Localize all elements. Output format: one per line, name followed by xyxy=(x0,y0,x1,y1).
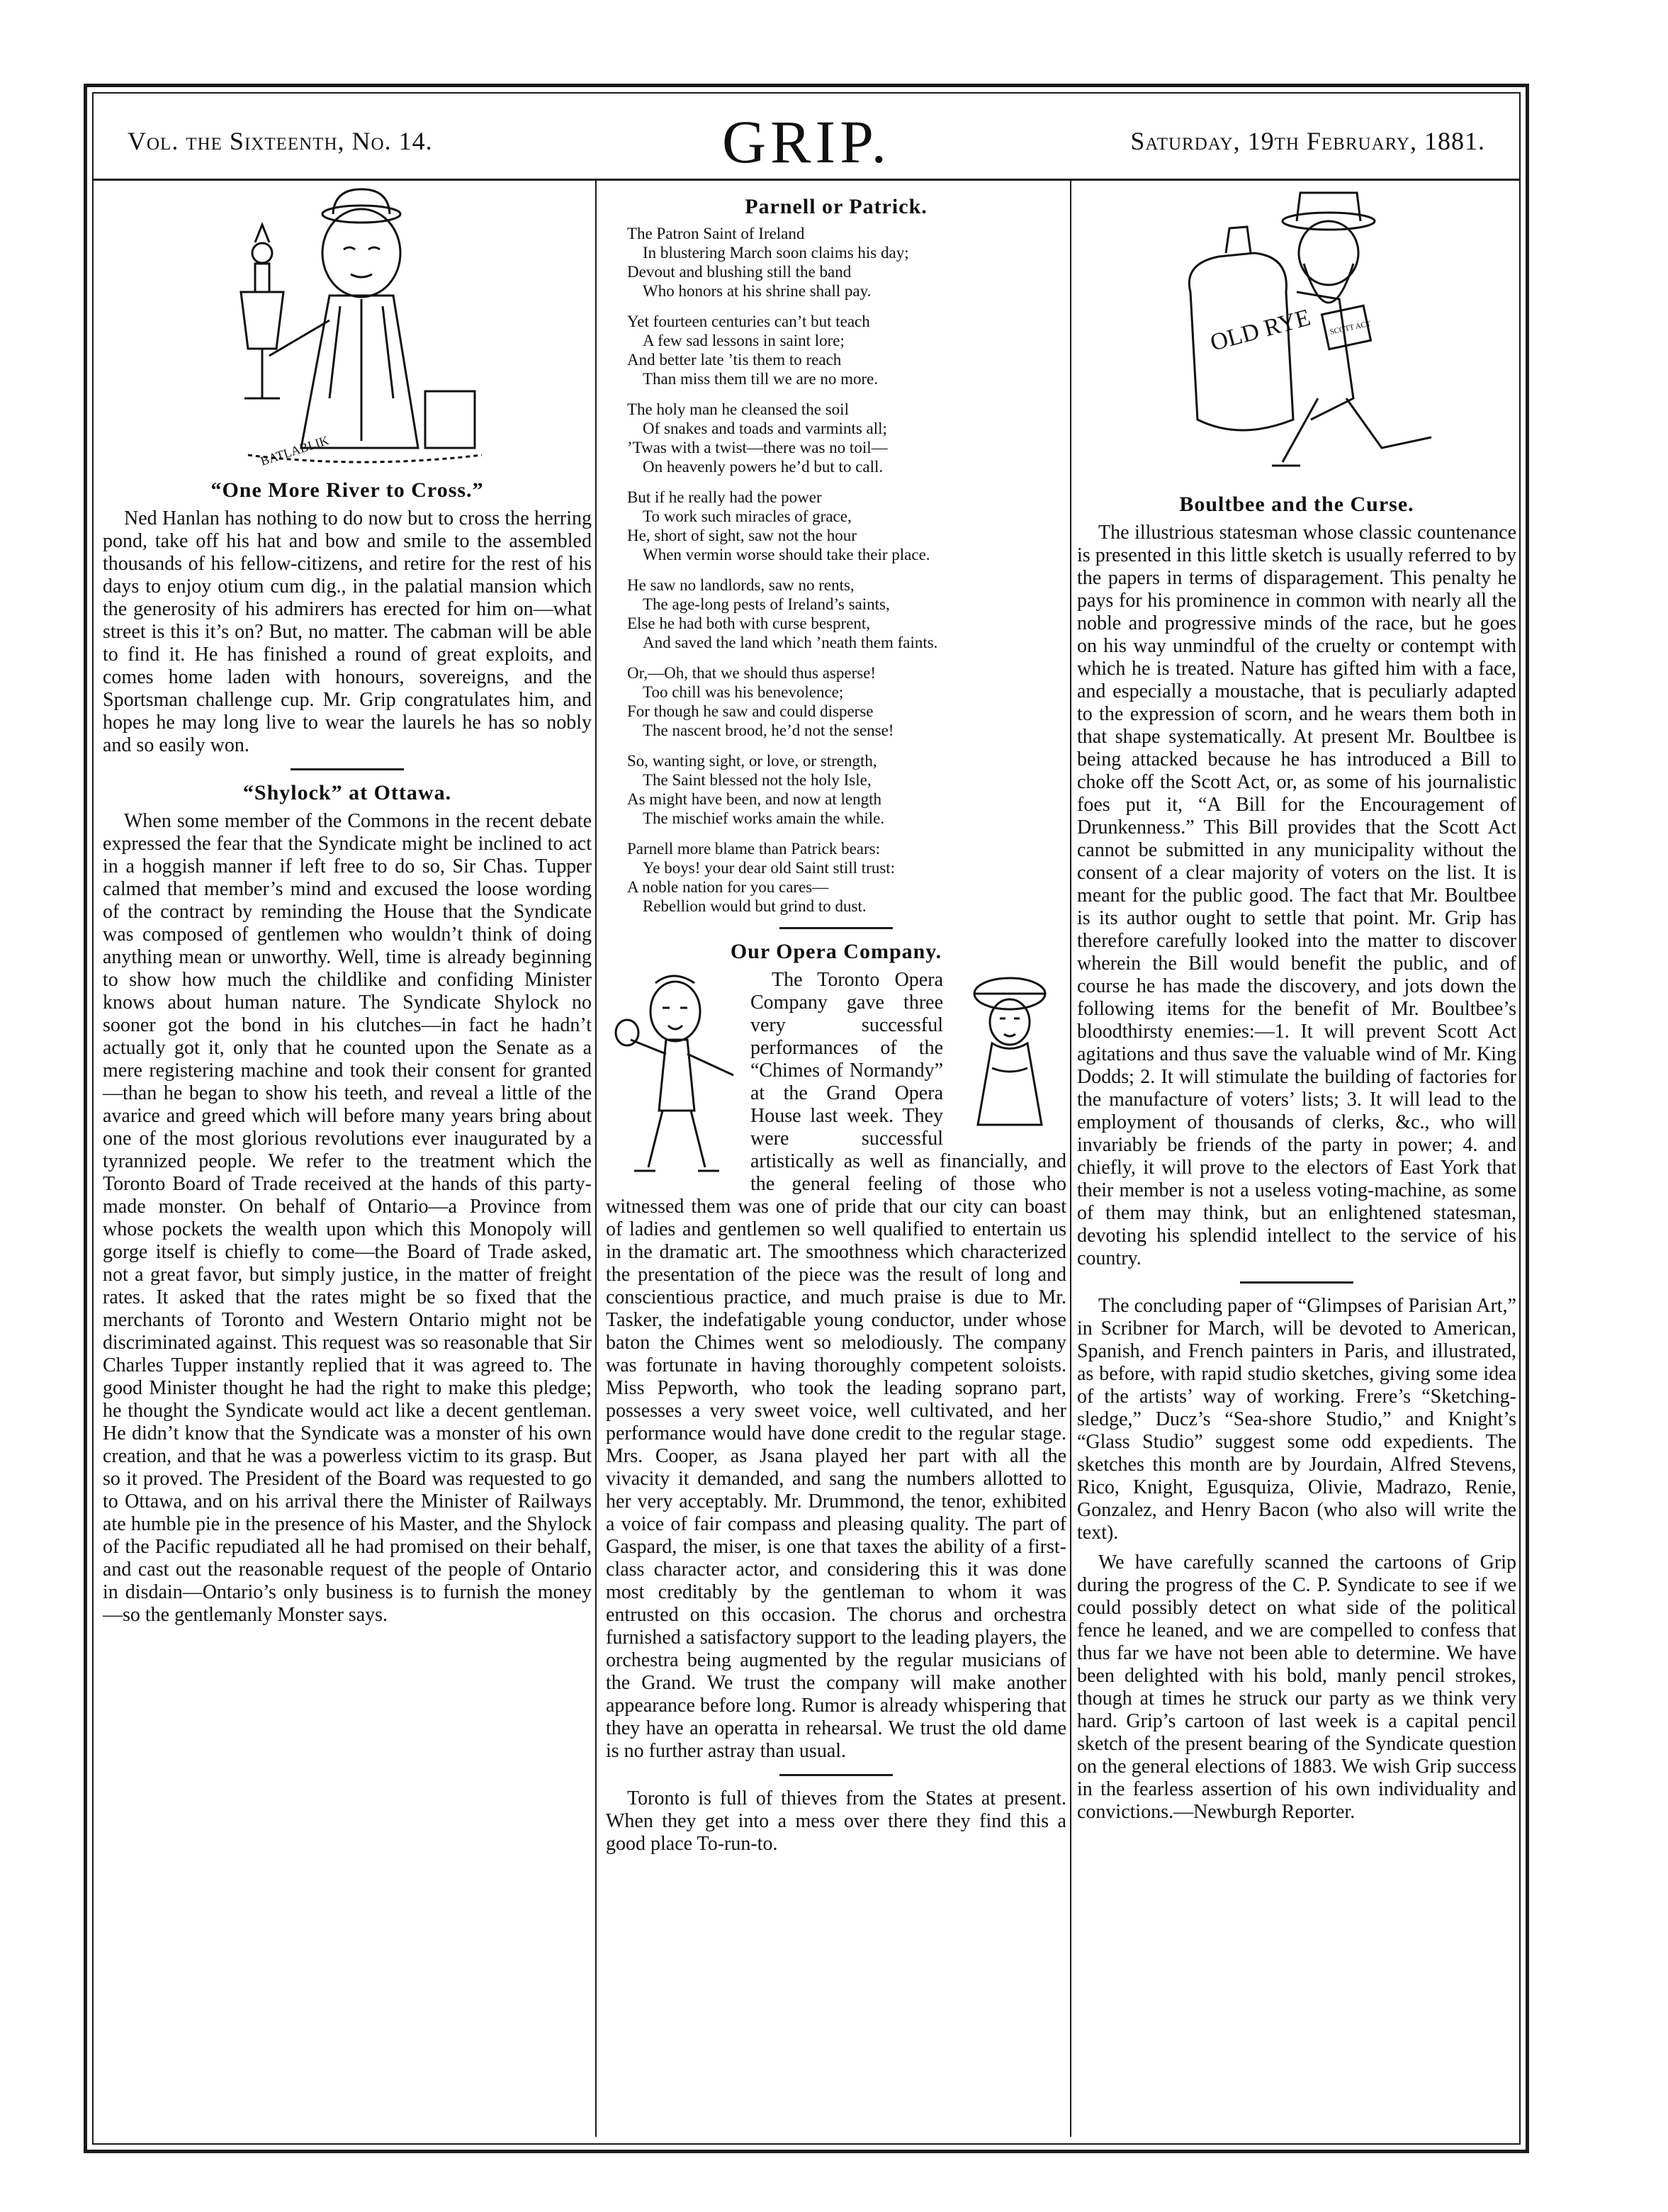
poem-line: Parnell more blame than Patrick bears: xyxy=(627,840,881,858)
hanlan-caricature-illustration xyxy=(149,186,546,469)
boultbee-caricature-illustration xyxy=(1141,186,1453,483)
poem-line: Than miss them till we are no more. xyxy=(643,370,879,388)
poem-parnell-or-patrick xyxy=(627,224,1066,916)
article-body-newburgh-reporter: We have carefully scanned the cartoons of Grip during the progress of the C. P. Syndicate to see if we could possibly detect on what side of the political fence he leaned, and we are compelled to confess that thus far we have not been able to determine. We have been delighted with his bold, manly pencil strokes, though at times he struck our party as we think very hard. Grip’s cartoon of last week is a capital pencil sketch of the present bearing of the Syndicate question on the general elections of 1883. We wish Grip success in the fearless assertion of his own individuality and convictions.—Newburgh Reporter. xyxy=(1077,1551,1516,1823)
poem-line: As might have been, and now at length xyxy=(627,790,881,808)
jug-label: OLD RYE xyxy=(1207,304,1314,356)
poem-stanza xyxy=(627,312,1066,388)
poem-line: Devout and blushing still the band xyxy=(627,263,852,281)
article-body-boultbee: The illustrious statesman whose classic countenance is presented in this little sketch is usually referred to by the papers in terms of disparagement. This penalty he pays for his prominence in common with nearly all the noble and progressive minds of the race, but he goes on his way unmindful of the cruelty or contempt with which he is treated. Nature has gifted him with a face, and especially a moustache, that is peculiarly adapted to the expression of scorn, and he wears them both in that shape systematically. At present Mr. Boultbee is being attacked because he has introduced a Bill to choke off the Scott Act, or, as some of his journalistic foes put it, “A Bill for the Encouragement of Drunkenness.” This Bill provides that the Scott Act cannot be submitted in any municipality without the consent of a clear majority of voters on the list. It is meant for the public good. The fact that Mr. Boultbee is its author ought to settle that point. Mr. Grip has therefore carefully looked into the matter to discover wherein the Bill would benefit the public, and of course he has made the discovery, and jots down the following items for the benefit of Mr. Boultbee’s bloodthirsty enemies:—1. It will prevent Scott Act agitations and thus save the valuable wind of Mr. King Dodds; 2. It will stimulate the building of factories for the manufacture of voters’ lists; 3. It will lead to the employment of thousands of clerks, &c., who will invariably be friends of the party in power; 4. and chiefly, it will prove to the electors of East York that their member is not a useless voting-machine, as some of them may think, but an enlightened statesman, devoting his splendid intellect to the service of his country. xyxy=(1077,522,1516,1269)
poem-line: But if he really had the power xyxy=(627,488,822,506)
poem-line: A few sad lessons in saint lore; xyxy=(643,332,845,349)
scott-act-tag-label: SCOTT ACT xyxy=(1329,319,1372,337)
poem-line: The age-long pests of Ireland’s saints, xyxy=(643,595,890,613)
poem-line: Or,—Oh, that we should thus asperse! xyxy=(627,664,877,682)
poem-line: And better late ’tis them to reach xyxy=(627,351,842,369)
poem-line: He, short of sight, saw not the hour xyxy=(627,527,857,544)
illustrator-signature: BATLABLIK xyxy=(259,432,331,468)
column-1 xyxy=(103,186,592,1627)
poem-line: The Patron Saint of Ireland xyxy=(627,225,805,242)
poem-line: A noble nation for you cares— xyxy=(627,878,829,896)
poem-line: Too chill was his benevolence; xyxy=(643,683,844,701)
poem-line: Rebellion would but grind to dust. xyxy=(643,897,867,915)
soprano-caricature-illustration xyxy=(953,969,1066,1132)
article-heading-shylock: “Shylock” at Ottawa. xyxy=(242,781,452,804)
masthead-title: GRIP. xyxy=(722,108,891,176)
article-body-thieves: Toronto is full of thieves from the States at present. When they get into a mess over there they find this a good place To-run-to. xyxy=(606,1787,1066,1855)
poem-line: For though he saw and could disperse xyxy=(627,702,874,720)
poem-stanza xyxy=(627,224,1066,301)
poem-line: On heavenly powers he’d but to call. xyxy=(643,458,884,476)
article-separator xyxy=(779,927,893,929)
article-heading-boultbee: Boultbee and the Curse. xyxy=(1179,493,1414,516)
issue-date: Saturday, 19th February, 1881. xyxy=(1130,127,1485,155)
poem-line: And saved the land which ’neath them faints. xyxy=(643,634,938,651)
poem-stanza xyxy=(627,488,1066,564)
article-body-one-more-river: Ned Hanlan has nothing to do now but to cross the herring pond, take off his hat and bow and smile to the assembled thousands of his fellow-citizens, and retire for the rest of his days to enjoy otium cum dig., in the palatial mansion which the generosity of his admirers has erected for him on—what street is this it’s on? But, no matter. The cabman will be able to find it. He has finished a round of great exploits, and comes home laden with honours, sovereigns, and the Sportsman challenge cup. Mr. Grip congratulates him, and hopes he may long live to wear the laurels he has so nobly and so easily won. xyxy=(103,507,592,756)
poem-line: Ye boys! your dear old Saint still trust: xyxy=(643,859,896,877)
article-heading-opera: Our Opera Company. xyxy=(730,940,942,963)
column-divider-1 xyxy=(595,181,597,2137)
article-heading-one-more-river: “One More River to Cross.” xyxy=(210,478,484,502)
article-body-opera: The Toronto Opera Company gave three very successful performances of the “Chimes of Normandy” at the Grand Opera House last week. They were successful artistically as well as financially, and the general feeling of those who witnessed them was one of pride that our city can boast of ladies and gentlemen so well qualified to entertain us in the dramatic art. The smoothness which characterized the presentation of the piece was the result of long and conscientious practice, and much praise is due to Mr. Tasker, the indefatigable young conductor, under whose baton the Chimes went so melodiously. The company was fortunate in having thoroughly competent soloists. Miss Pepworth, who took the leading soprano part, possesses a very sweet voice, well cultivated, and her performance would have done credit to the regular stage. Mrs. Cooper, as Jsana played her part with all the vivacity it demanded, and sang the numbers allotted to her very acceptably. Mr. Drummond, the tenor, exhibited a voice of fair compass and pleasing quality. The part of Gaspard, the miser, is one that taxes the ability of a first-class character actor, and considering this it was done most creditably by the gentleman to whom it was entrusted on this occasion. The chorus and orchestra furnished a satisfactory support to the leading players, the orchestra being augmented by the regular musicians of the Grand. We trust the company will make another appearance before long. Rumor is already whispering that they have an operatta in rehearsal. We trust the old dame is no further astray than usual. xyxy=(606,969,1066,1762)
poem-stanza xyxy=(627,576,1066,652)
poem-line: In blustering March soon claims his day; xyxy=(643,244,909,262)
column-3 xyxy=(1077,186,1516,1824)
poem-line: Yet fourteen centuries can’t but teach xyxy=(627,313,870,330)
column-divider-2 xyxy=(1070,181,1071,2137)
poem-line: Else he had both with curse besprent, xyxy=(627,614,870,632)
article-separator xyxy=(779,1774,893,1776)
volume-number: Vol. the Sixteenth, No. 14. xyxy=(128,127,433,155)
poem-line: ’Twas with a twist—there was no toil— xyxy=(627,439,888,456)
article-separator xyxy=(1240,1281,1353,1284)
poem-line: Of snakes and toads and varmints all; xyxy=(643,420,887,437)
poem-line: The mischief works amain the while. xyxy=(643,809,885,827)
masthead-rule xyxy=(92,179,1521,181)
poem-stanza xyxy=(627,400,1066,476)
article-body-shylock: When some member of the Commons in the recent debate expressed the fear that the Syndicate might be inclined to act in a hoggish manner if left free to do so, Sir Chas. Tupper calmed that member’s mind and excused the loose wording of the contract by reminding the House that the Syndicate was composed of gentlemen who wouldn’t think of doing anything mean or unworthy. Well, time is already beginning to show how much the childlike and confiding Minister knows about human nature. The Syndicate Shylock no sooner got the bond in his clutches—in fact he hadn’t actually got it, only that he counted upon the Senate as a mere registering machine and took their consent for granted—than he began to show his teeth, and reveal a little of the avarice and greed which will before many years bring about one of the most glorious revolutions ever inaugurated by a tyrannized people. We refer to the treatment which the Toronto Board of Trade received at the hands of this party-made monster. On behalf of Ontario—a Province from whose pockets the wealth upon which this Monopoly will gorge itself is chiefly to come—the Board of Trade asked, not a great favor, but simply justice, in the matter of freight rates. It asked that the rates might be so fixed that the merchants of Toronto and Western Ontario might not be discriminated against. This request was so reasonable that Sir Charles Tupper instantly replied that it was agreed to. The good Minister thought he had the right to make this pledge; he thought the Syndicate would act like a decent gentleman. He didn’t know that the Syndicate was a monster of his own creation, and that he was a powerless victim to its grasp. But so it proved. The President of the Board was requested to go to Ottawa, and on his arrival there the Minister of Railways ate humble pie in the presence of his Master, and the Shylock of the Pacific repudiated all he had promised on their behalf, and cast out the reasonable request of the people of Ontario in disdain—Ontario’s only business is to furnish the money—so the gentlemanly Monster says. xyxy=(103,810,592,1626)
poem-heading: Parnell or Patrick. xyxy=(745,195,928,218)
masthead xyxy=(106,106,1506,177)
poem-stanza xyxy=(627,663,1066,740)
article-body-parisian-art: The concluding paper of “Glimpses of Parisian Art,” in Scribner for March, will be devoted to American, Spanish, and French painters in Paris, and illustrated, as before, with rapid studio sketches, giving some idea of the artists’ way of working. Frere’s “Sketching-sledge,” Ducz’s “Sea-shore Studio,” and Knight’s “Glass Studio” suggest some odd expedients. The sketches this month are by Jourdain, Alfred Stevens, Rico, Knight, Egusquiza, Olivie, Madrazo, Renie, Gonzalez, and Henry Bacon (who also will write the text). xyxy=(1077,1295,1516,1544)
poem-line: When vermin worse should take their place. xyxy=(643,546,930,563)
opera-article xyxy=(606,969,1066,1763)
poem-stanza xyxy=(627,751,1066,828)
conductor-caricature-illustration xyxy=(606,969,740,1181)
column-2 xyxy=(606,186,1066,1856)
poem-line: Who honors at his shrine shall pay. xyxy=(643,282,872,300)
poem-line: To work such miracles of grace, xyxy=(643,507,852,525)
poem-line: The holy man he cleansed the soil xyxy=(627,400,849,418)
poem-line: He saw no landlords, saw no rents, xyxy=(627,576,855,594)
poem-line: So, wanting sight, or love, or strength, xyxy=(627,752,877,770)
poem-line: The Saint blessed not the holy Isle, xyxy=(643,771,872,789)
article-separator xyxy=(291,768,404,770)
poem-stanza xyxy=(627,839,1066,916)
poem-line: The nascent brood, he’d not the sense! xyxy=(643,722,894,739)
